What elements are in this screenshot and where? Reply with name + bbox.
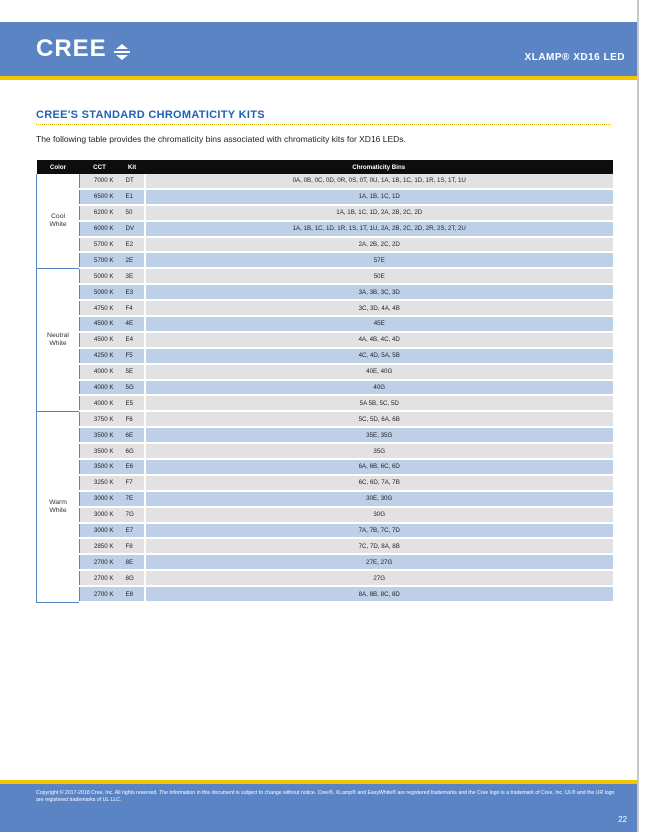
product-name: XLAMP® XD16 LED <box>524 52 625 63</box>
table-row <box>37 411 614 427</box>
col-header-kit: Kit <box>120 160 145 174</box>
table-row <box>37 427 614 443</box>
table-header-row <box>37 160 614 174</box>
cct-cell: 4000 K <box>80 395 120 411</box>
table-body <box>37 174 614 602</box>
kit-cell: 2E <box>120 252 145 268</box>
kit-cell: F7 <box>120 475 145 491</box>
bins-cell: 0A, 0B, 0C, 0D, 0R, 0S, 0T, 0U, 1A, 1B, 1C, 1D, 1R, 1S, 1T, 1U <box>145 174 614 189</box>
kit-cell: E1 <box>120 189 145 205</box>
color-group-cell <box>37 411 80 602</box>
kit-cell: 3E <box>120 268 145 284</box>
cree-logo <box>36 35 131 63</box>
color-group-label: White <box>49 506 67 514</box>
table-row <box>37 475 614 491</box>
cct-cell: 2700 K <box>80 554 120 570</box>
table-row <box>37 570 614 586</box>
table-row <box>37 538 614 554</box>
cct-cell: 5700 K <box>80 237 120 253</box>
col-header-bins: Chromaticity Bins <box>145 160 614 174</box>
kit-cell: 5G <box>120 380 145 396</box>
kit-cell: E7 <box>120 523 145 539</box>
table-row <box>37 268 614 284</box>
col-header-color: Color <box>37 160 80 174</box>
kit-cell: E4 <box>120 332 145 348</box>
cct-cell: 3750 K <box>80 411 120 427</box>
logo-text: CREE <box>36 35 107 62</box>
table-row <box>37 221 614 237</box>
page-edge-line <box>637 0 639 832</box>
bins-cell: 45E <box>145 316 614 332</box>
kit-cell: 7E <box>120 491 145 507</box>
header-accent-bar <box>0 76 637 80</box>
table-row <box>37 316 614 332</box>
cct-cell: 3000 K <box>80 507 120 523</box>
cct-cell: 2700 K <box>80 586 120 602</box>
table-row <box>37 395 614 411</box>
kit-cell: 8E <box>120 554 145 570</box>
bins-cell: 40G <box>145 380 614 396</box>
cct-cell: 3000 K <box>80 491 120 507</box>
bins-cell: 1A, 1B, 1C, 1D <box>145 189 614 205</box>
color-group-cell <box>37 174 80 268</box>
bins-cell: 27E, 27G <box>145 554 614 570</box>
cree-logo-mark-icon <box>113 40 131 58</box>
title-divider <box>36 124 611 125</box>
kit-cell: F8 <box>120 538 145 554</box>
cct-cell: 4000 K <box>80 380 120 396</box>
chromaticity-table <box>36 160 613 603</box>
cct-cell: 5000 K <box>80 284 120 300</box>
color-group-cell <box>37 268 80 411</box>
cct-cell: 7000 K <box>80 174 120 189</box>
kit-cell: 6G <box>120 443 145 459</box>
bins-cell: 50E <box>145 268 614 284</box>
cct-cell: 3250 K <box>80 475 120 491</box>
cct-cell: 2700 K <box>80 570 120 586</box>
kit-cell: E5 <box>120 395 145 411</box>
kit-cell: 8G <box>120 570 145 586</box>
page-number: 22 <box>618 815 627 824</box>
table-row <box>37 174 614 189</box>
bins-cell: 4C, 4D, 5A, 5B <box>145 348 614 364</box>
bins-cell: 1A, 1B, 1C, 1D, 2A, 2B, 2C, 2D <box>145 205 614 221</box>
table-row <box>37 523 614 539</box>
kit-cell: F6 <box>120 411 145 427</box>
kit-cell: 50 <box>120 205 145 221</box>
table-row <box>37 507 614 523</box>
bins-cell: 30G <box>145 507 614 523</box>
kit-cell: 7G <box>120 507 145 523</box>
cct-cell: 6200 K <box>80 205 120 221</box>
bins-cell: 2A, 2B, 2C, 2D <box>145 237 614 253</box>
cct-cell: 2850 K <box>80 538 120 554</box>
kit-cell: F5 <box>120 348 145 364</box>
bins-cell: 3A, 3B, 3C, 3D <box>145 284 614 300</box>
cct-cell: 6500 K <box>80 189 120 205</box>
table-row <box>37 380 614 396</box>
kit-cell: DV <box>120 221 145 237</box>
kit-cell: 5E <box>120 364 145 380</box>
cct-cell: 4250 K <box>80 348 120 364</box>
cct-cell: 3000 K <box>80 523 120 539</box>
table-row <box>37 237 614 253</box>
kit-cell: E2 <box>120 237 145 253</box>
kit-cell: E3 <box>120 284 145 300</box>
col-header-cct: CCT <box>80 160 120 174</box>
color-group-label: Cool <box>51 213 65 221</box>
cct-cell: 6000 K <box>80 221 120 237</box>
bins-cell: 5A 5B, 5C, 5D <box>145 395 614 411</box>
bins-cell: 7C, 7D, 8A, 8B <box>145 538 614 554</box>
table-row <box>37 300 614 316</box>
table-row <box>37 205 614 221</box>
table-row <box>37 284 614 300</box>
bins-cell: 3C, 3D, 4A, 4B <box>145 300 614 316</box>
bins-cell: 27G <box>145 570 614 586</box>
bins-cell: 5C, 5D, 6A, 6B <box>145 411 614 427</box>
cct-cell: 4750 K <box>80 300 120 316</box>
bins-cell: 4A, 4B, 4C, 4D <box>145 332 614 348</box>
bins-cell: 6C, 6D, 7A, 7B <box>145 475 614 491</box>
table-row <box>37 554 614 570</box>
cct-cell: 5700 K <box>80 252 120 268</box>
bins-cell: 8A, 8B, 8C, 8D <box>145 586 614 602</box>
table-row <box>37 364 614 380</box>
cct-cell: 5000 K <box>80 268 120 284</box>
color-group-label: Neutral <box>47 332 69 340</box>
table-row <box>37 252 614 268</box>
bins-cell: 1A, 1B, 1C, 1D, 1R, 1S, 1T, 1U, 2A, 2B, 2C, 2D, 2R, 2S, 2T, 2U <box>145 221 614 237</box>
kit-cell: E8 <box>120 586 145 602</box>
intro-text: The following table provides the chromaticity bins associated with chromaticity kits for XD16 LEDs. <box>36 134 406 144</box>
cct-cell: 4500 K <box>80 316 120 332</box>
bins-cell: 6A, 6B, 6C, 6D <box>145 459 614 475</box>
bins-cell: 30E, 30G <box>145 491 614 507</box>
cct-cell: 3500 K <box>80 443 120 459</box>
table-row <box>37 332 614 348</box>
bins-cell: 57E <box>145 252 614 268</box>
kit-cell: F4 <box>120 300 145 316</box>
cct-cell: 3500 K <box>80 427 120 443</box>
kit-cell: 6E <box>120 427 145 443</box>
cct-cell: 4000 K <box>80 364 120 380</box>
table-row <box>37 189 614 205</box>
cct-cell: 3500 K <box>80 459 120 475</box>
table-row <box>37 443 614 459</box>
table-row <box>37 586 614 602</box>
table-row <box>37 348 614 364</box>
kit-cell: E6 <box>120 459 145 475</box>
color-group-label: White <box>49 339 67 347</box>
bins-cell: 35G <box>145 443 614 459</box>
kit-cell: DT <box>120 174 145 189</box>
bins-cell: 7A, 7B, 7C, 7D <box>145 523 614 539</box>
section-title: CREE'S STANDARD CHROMATICITY KITS <box>36 109 265 121</box>
color-group-label: White <box>49 220 67 228</box>
color-group-label: Warm <box>49 499 67 507</box>
table-row <box>37 491 614 507</box>
bins-cell: 35E, 35G <box>145 427 614 443</box>
cct-cell: 4500 K <box>80 332 120 348</box>
table-row <box>37 459 614 475</box>
kit-cell: 4E <box>120 316 145 332</box>
bins-cell: 40E, 40G <box>145 364 614 380</box>
copyright-text: Copyright © 2017-2018 Cree, Inc. All rights reserved. The information in this document is subject to change without notice. Cree®, XLamp® and EasyWhite® are registered trademarks and the Cree logo is a trademark of Cree, Inc. UL® and the UR logo are registered trademarks of UL LLC. <box>36 790 615 803</box>
